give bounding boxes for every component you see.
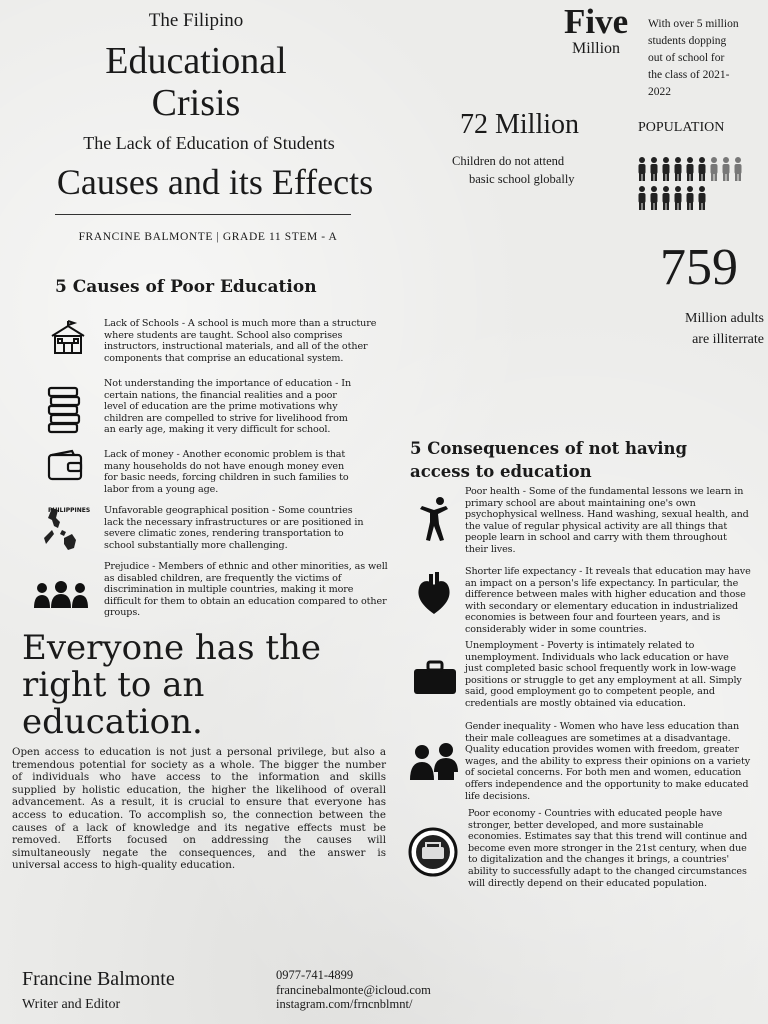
consequence-item-line: Shorter life expectancy - It reveals that education may have <box>465 566 751 577</box>
cause-item-line: Lack of Schools - A school is much more than a structure <box>104 318 377 329</box>
consequence-item-line: Unemployment - Poverty is intimately related to <box>465 640 695 651</box>
consequence-item-line: wages, and the ability to express their opinions on a variety <box>465 755 751 767</box>
cause-item-text <box>104 318 376 364</box>
school-icon <box>48 320 88 360</box>
cause-item-line: for basic needs, forcing children in such families to <box>104 472 349 484</box>
consequence-item-text <box>468 808 747 889</box>
body-line: tremendous potential for society as a whole. The bigger the number <box>12 758 386 771</box>
stat-five-desc-line: out of school for <box>648 52 725 64</box>
cause-item-line: level of education are the prime motivations why <box>104 401 338 413</box>
stat-five: Five <box>564 2 629 41</box>
stat-759-desc <box>660 308 764 350</box>
consequence-item-text <box>465 566 751 636</box>
cause-item-line: Prejudice - Members of ethnic and other minorities, as well <box>104 561 388 572</box>
body-line: causes of a lack of knowledge and its negative effects must be <box>12 821 386 834</box>
stat-five-desc <box>648 16 739 101</box>
body-line: of individuals who have access to the information and skills <box>12 771 386 784</box>
body-line: access to education. To accomplish so, the connection between the <box>12 808 386 821</box>
footer-contact <box>276 968 431 1012</box>
cause-item-line: components that comprise an educational system. <box>104 352 344 364</box>
consequence-item-line: people learn in school and carry with them throughout <box>465 532 727 544</box>
consequence-item-line: their male colleagues are sometimes at a disadvantage. <box>465 732 731 744</box>
consequence-item-line: an impact on a person's life expectancy. In particular, the <box>465 577 739 589</box>
header-subtitle: The Lack of Education of Students <box>83 133 335 153</box>
consequence-item-line: stronger, better developed, and more sustainable <box>468 819 704 831</box>
consequence-item-line: the value of regular physical activity are all things that <box>465 520 728 532</box>
cause-item-line: Not understanding the importance of education - In <box>104 378 352 389</box>
consequence-item-line: to digitalization and the changes it brings, a countries' <box>468 854 730 866</box>
consequence-item-text <box>465 721 750 802</box>
footer-role: Writer and Editor <box>22 997 121 1012</box>
cause-item-line: many households do not have enough money even <box>104 460 345 472</box>
economy-icon <box>408 827 458 881</box>
cause-item-line: school substantially more challenging. <box>104 539 288 551</box>
wallet-icon <box>46 450 84 486</box>
consequence-item-line: Quality education provides women with freedom, greater <box>465 744 739 756</box>
consequence-item-line: their lives. <box>465 543 516 555</box>
header-the-filipino: The Filipino <box>148 10 244 31</box>
header-title-line2: Crisis <box>151 82 241 124</box>
consequence-item-line: Poor health - Some of the fundamental lessons we learn in <box>465 486 744 497</box>
stat-72-million: 72 Million <box>460 109 580 140</box>
stat-759-desc-line: Million adults <box>685 311 764 326</box>
cause-item-text <box>104 378 351 436</box>
population-label: POPULATION <box>638 120 725 135</box>
stat-five-desc-line: students dopping <box>648 35 727 47</box>
population-people-icon <box>636 156 748 212</box>
cause-item-line: where students are taught. School also comprises <box>104 329 343 341</box>
philippines-map-icon <box>38 504 91 562</box>
consequence-item-line: said, good employment go to competent people, and <box>465 686 715 698</box>
cause-item-line: children are compelled to strive for livelihood from <box>104 412 348 424</box>
briefcase-icon <box>412 660 458 700</box>
footer-instagram[interactable]: instagram.com/frncnblmnt/ <box>276 997 413 1011</box>
consequences-heading-line: 5 Consequences of not having <box>410 439 688 458</box>
consequence-item-line: primary school are about maintaining one's own <box>465 497 696 509</box>
cause-item-line: difficult for them to obtain an education compared to other <box>104 595 387 607</box>
gender-icon <box>408 742 464 786</box>
body-line: Open access to education is not just a personal privilege, but also a <box>12 746 386 758</box>
body-line: removed. Efforts focused on addressing the causes will <box>12 834 386 847</box>
heart-icon <box>416 572 452 620</box>
cause-item-line: Unfavorable geographical position - Some countries <box>104 505 353 516</box>
consequence-item-line: just completed basic school frequently work in low-wage <box>465 663 736 675</box>
footer-email[interactable]: francinebalmonte@icloud.com <box>276 982 431 997</box>
consequences-heading-line: access to education <box>410 462 592 481</box>
consequence-item-line: of societal concerns. For both men and women, education <box>465 767 742 779</box>
consequence-item-text <box>465 486 749 556</box>
header-byline: FRANCINE BALMONTE | GRADE 11 STEM - A <box>78 231 338 243</box>
cause-item-line: lack the necessary infrastructures or are positioned in <box>104 516 364 528</box>
consequence-item-line: credentials are mostly obtained via education. <box>465 697 686 709</box>
body-line: supplied by holistic education, the higher the likelihood of overall <box>12 783 386 796</box>
stat-five-million: Million <box>572 40 621 57</box>
footer-phone: 0977-741-4899 <box>276 968 354 982</box>
consequence-item-line: positions or struggle to get any employment at all. Simply <box>465 674 742 686</box>
consequence-item-text <box>465 640 742 710</box>
cause-item-line: certain nations, the financial realities and a poor <box>104 389 337 401</box>
books-icon <box>46 386 82 438</box>
consequence-item-line: Poor economy - Countries with educated people have <box>468 808 723 819</box>
cause-item-line: labor from a young age. <box>104 483 219 495</box>
consequence-item-line: difference between males with higher education and those <box>465 589 746 601</box>
cause-item-text <box>104 561 388 619</box>
consequence-item-line: psychophysical wellness. Hand washing, sexual health, and <box>465 509 749 521</box>
stat-72-desc-line: basic school globally <box>469 172 575 186</box>
heading-line: education. <box>22 702 203 742</box>
consequence-item-line: become even more stronger in the 21st century, when due <box>468 842 747 854</box>
body-line: simultaneously negate the consequences, and the answer is <box>12 846 386 859</box>
consequence-item-line: offers independence and the opportunity to make educated <box>465 778 749 790</box>
stat-72-desc <box>452 152 575 188</box>
consequence-item-line: will directly depend on their educated population. <box>468 877 707 889</box>
header-divider <box>55 214 351 215</box>
right-to-education-body <box>12 746 386 872</box>
cause-item-line: as disabled children, are frequently the victims of <box>104 572 342 584</box>
cause-item-line: groups. <box>104 607 141 619</box>
cause-item-line: discrimination in multiple countries, making it more <box>104 584 354 596</box>
consequence-item-line: with secondary or elementary education in industrialized <box>465 600 739 612</box>
body-line: universal access to high-quality education. <box>12 859 236 872</box>
svg-text:PHILIPPINES: PHILIPPINES <box>48 507 91 514</box>
causes-heading: 5 Causes of Poor Education <box>55 277 317 297</box>
header-title-line1: Educational <box>105 40 287 82</box>
consequence-item-line: life decisions. <box>465 790 531 802</box>
consequence-item-line: ability to successfully adapt to the changed circumstances <box>468 865 747 877</box>
cause-item-line: an early age, making it very difficult for school. <box>104 424 331 436</box>
stat-759: 759 <box>660 239 738 296</box>
consequence-item-line: unemployment. Individuals who lack education or have <box>465 651 729 663</box>
cause-item-line: instructors, instructional materials, and all of the other <box>104 341 368 353</box>
right-to-education-heading <box>22 630 321 741</box>
stat-five-desc-line: the class of 2021- <box>648 69 730 81</box>
stat-five-desc-line: 2022 <box>648 86 671 98</box>
body-line: advancement. As a result, it is crucial to ensure that everyone has <box>12 796 386 809</box>
consequences-heading <box>410 437 687 483</box>
cause-item-line: severe climatic zones, rendering transportation to <box>104 528 344 540</box>
health-icon <box>418 496 452 548</box>
cause-item-line: Lack of money - Another economic problem is that <box>104 449 346 460</box>
stat-759-desc-line: are illiterrate <box>692 332 764 347</box>
stat-five-desc-line: With over 5 million <box>648 18 739 30</box>
footer-name: Francine Balmonte <box>22 968 175 990</box>
consequence-item-line: economies. Estimates say that this trend will continue and <box>468 831 748 843</box>
stat-72-desc-line: Children do not attend <box>452 154 565 168</box>
heading-line: Everyone has the <box>22 628 322 668</box>
cause-item-text <box>104 505 363 551</box>
consequence-item-line: economies is between four and fourteen years, and is <box>465 612 721 624</box>
group-icon <box>32 580 90 614</box>
cause-item-text <box>104 449 349 495</box>
header-causes-effects: Causes and its Effects <box>56 162 374 202</box>
consequence-item-line: Gender inequality - Women who have less education than <box>465 721 740 732</box>
consequence-item-line: considerably wider in some countries. <box>465 623 647 635</box>
heading-line: right to an <box>22 665 205 705</box>
